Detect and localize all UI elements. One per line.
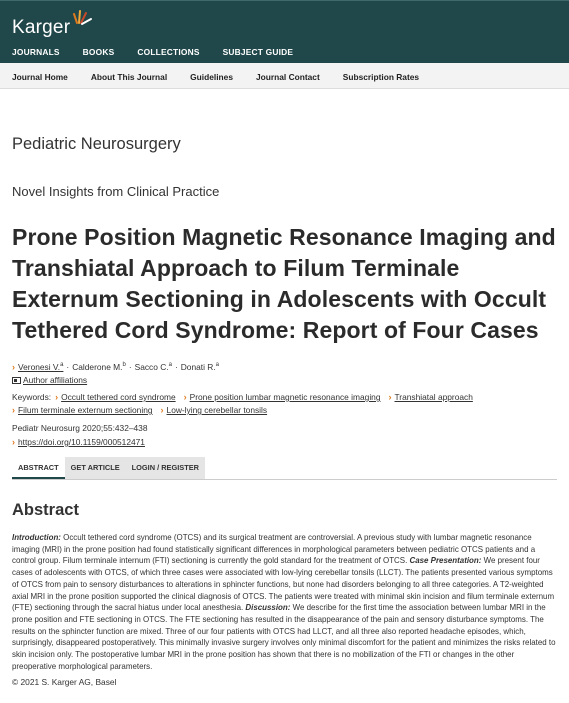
logo-text: Karger [12, 17, 71, 38]
author-link[interactable] [18, 362, 63, 372]
keyword-link[interactable]: › Prone position lumbar magnetic resonance imaging [183, 392, 381, 402]
keywords-row [12, 405, 275, 415]
author-name: Donati R.$^a$ [180, 362, 220, 372]
subnav-guidelines[interactable]: Guidelines [190, 72, 233, 82]
nav-subject-guide[interactable]: SUBJECT GUIDE [222, 47, 294, 57]
subnav-subscription-rates[interactable]: Subscription Rates [342, 72, 420, 82]
author-affiliations[interactable] [12, 375, 87, 385]
tab-login-register[interactable]: LOGIN / REGISTER [126, 457, 205, 479]
copyright: © 2021 S. Karger AG, Basel [12, 677, 117, 687]
doi-link[interactable]: https://doi.org/10.1159/000512471 [18, 437, 145, 447]
journal-nav [0, 63, 569, 89]
abstract-discussion-text: We describe for the first time the association between lumbar MRI in the prone position and FTE sectioning in OTCS. The FTE sectioning has resulted in the disappearance of the pain and sensory disturbance symptoms. The results on the sphincter function are mixed. Three of our four patients with OTCS had LLCT, and all three also reported headache episodes, which, surprisingly, disappeared postoperatively. This minimally invasive surgery involves only minimal discomfort for the patient and minimizes the risks related to skin incision only. The postoperative lumbar MRI in the prone position has shown that there is no mobilization of the FTI or changes in the other preoperative morphological parameters. [12, 603, 556, 671]
article-title: Prone Position Magnetic Resonance Imaging and Transhiatal Approach to Filum Terminale Externum Sectioning in Adolescents with Occult Tethered Cord Syndrome: Report of Four Cases [12, 224, 556, 343]
keywords-label: Keywords: [12, 392, 52, 402]
tab-get-article[interactable]: GET ARTICLE [65, 457, 126, 479]
author-separator: · [174, 362, 178, 372]
tabs-divider [12, 479, 557, 480]
logo-burst-icon [71, 7, 93, 29]
abstract-heading: Abstract [12, 501, 79, 519]
author-affiliations-link[interactable]: Author affiliations [23, 375, 88, 385]
article-tabs [12, 457, 205, 479]
section-label: Novel Insights from Clinical Practice [12, 184, 220, 199]
author-list [12, 362, 219, 372]
author-separator: · [128, 362, 132, 372]
nav-books[interactable]: BOOKS [82, 47, 115, 57]
chevron-right-icon: › [55, 392, 59, 402]
karger-logo[interactable] [12, 11, 93, 39]
author-name: Calderone M.$^b$ [72, 362, 126, 372]
citation: Pediatr Neurosurg 2020;55:432–438 [12, 423, 148, 433]
keyword-link[interactable]: › Occult tethered cord syndrome [55, 392, 176, 402]
abstract-case-text: We present four cases of adolescents with OTCS, of which three cases were associated with low-lying cerebellar tonsils (LLCT). The patients presented various symptoms of OTCS from pain to sensory disturbances to alterations in sphincter functions, but none had disorders belonging to all three categories. A T2-weighted axial MRI in the prone position supported the clinical diagnosis of OTCS. The patients were treated with minimal skin incision and filum terminale externum (FTE) sectioning through the sacral hiatus under local anesthesia. [12, 556, 555, 613]
subnav-about[interactable]: About This Journal [90, 72, 168, 82]
keyword-link[interactable]: › Transhiatal approach [388, 392, 473, 402]
tab-abstract[interactable]: ABSTRACT [12, 457, 65, 479]
chevron-right-icon: › [12, 405, 15, 415]
abstract-discussion-label: Discussion: [245, 603, 291, 613]
author-sup: a [60, 362, 64, 369]
chevron-right-icon: › [12, 437, 15, 447]
abstract-body [12, 532, 558, 672]
nav-journals[interactable]: JOURNALS [12, 47, 60, 57]
subnav-contact[interactable]: Journal Contact [256, 72, 320, 82]
keyword-link[interactable]: › Filum terminale externum sectioning [12, 405, 153, 415]
keyword-link[interactable]: › Low-lying cerebellar tonsils [160, 405, 268, 415]
author-name: Sacco C.$^a$ [134, 362, 172, 372]
chevron-right-icon: › [388, 392, 392, 402]
chevron-right-icon: › [12, 362, 15, 372]
abstract-case-label: Case Presentation: [409, 556, 482, 566]
journal-title: Pediatric Neurosurgery [12, 135, 181, 153]
author-separator: · [66, 362, 70, 372]
main-nav [12, 47, 316, 57]
nav-collections[interactable]: COLLECTIONS [137, 47, 200, 57]
author-name: Veronesi V. [18, 362, 61, 372]
subnav-journal-home[interactable]: Journal Home [12, 72, 68, 82]
site-header [0, 0, 569, 63]
abstract-intro-label: Introduction: [12, 533, 61, 542]
doi-row [12, 437, 145, 447]
chevron-right-icon: › [160, 405, 164, 415]
abstract-intro-text: Occult tethered cord syndrome (OTCS) and its surgical treatment are controversial. A previous study with lumbar magnetic resonance imaging (MRI) in the prone position had found statistically significant differences in morphological parameters between pediatric OTCS patients and a control group. Filum terminale internum (FTI) sectioning is currently the gold standard for the treatment of OTCS. [12, 533, 536, 566]
keywords-row [12, 392, 481, 402]
chevron-right-icon: › [183, 392, 187, 402]
id-card-icon [12, 377, 21, 384]
